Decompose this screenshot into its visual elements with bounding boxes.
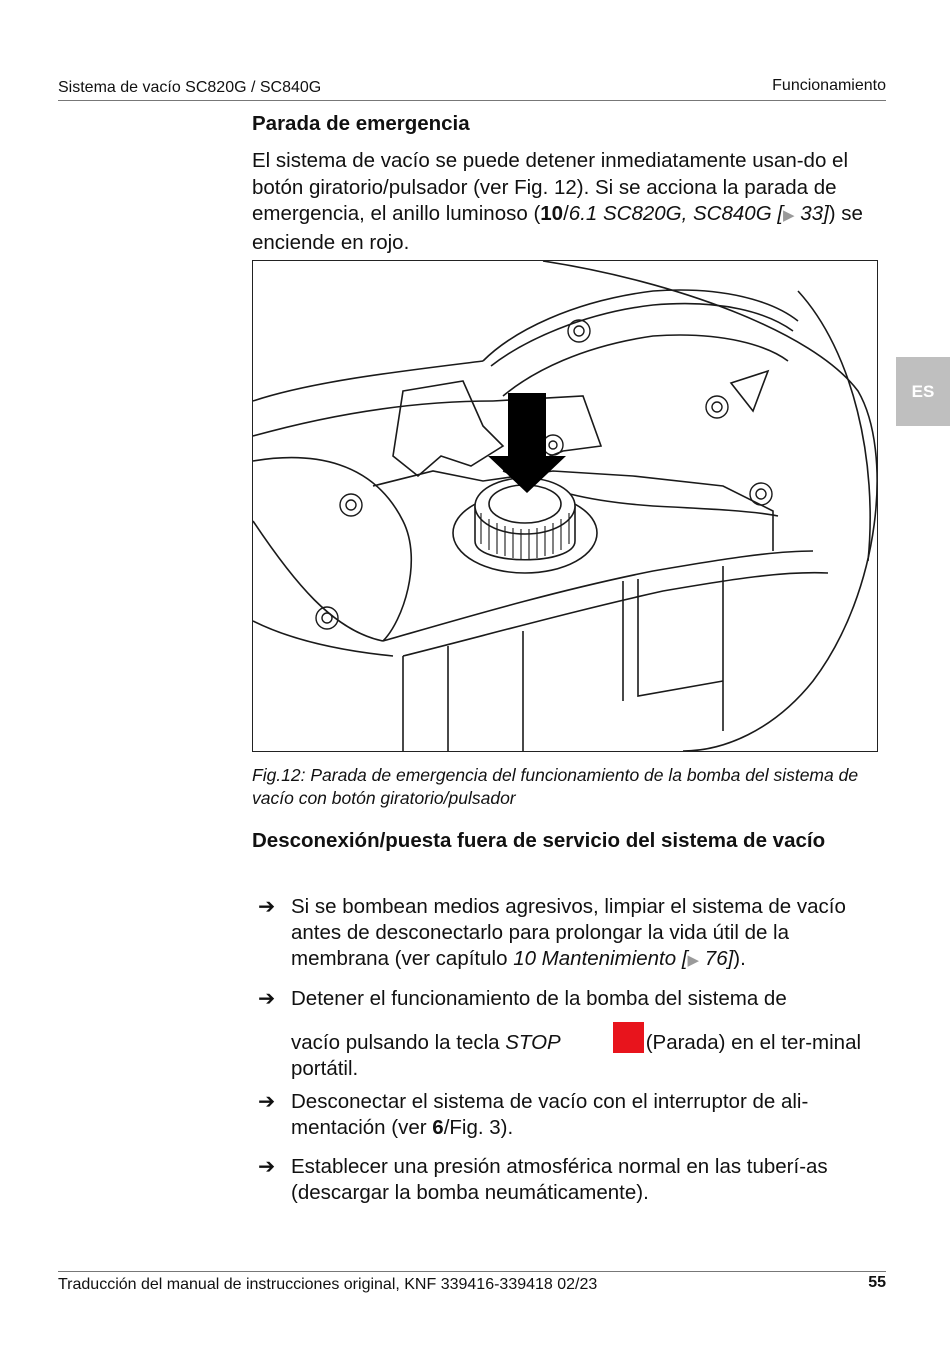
list-item: ➔ Si se bombean medios agresivos, limpiar el sistema de vacío antes de desconectarlo para prolongar la vida útil de la membrana (ver capítulo 10 Mantenimiento [▶ 76]).: [258, 895, 846, 970]
arrow-right-icon: ➔: [258, 987, 276, 1010]
pump-illustration: [253, 261, 877, 751]
arrow-right-icon: ➔: [258, 1155, 276, 1178]
stop-key-icon: [613, 1022, 644, 1053]
header-divider: [58, 100, 886, 101]
section-paragraph: El sistema de vacío se puede detener inmediatamente usan-do el botón giratorio/pulsador (ver Fig. 12). Si se acciona la parada de emergencia, el anillo luminoso (10/6.1 SC820G, SC840G [▶ 33]) se enciende en rojo.: [252, 149, 863, 254]
list-item: ➔ Desconectar el sistema de vacío con el interruptor de ali-mentación (ver 6/Fig. 3).: [258, 1090, 809, 1139]
footer-text: Traducción del manual de instrucciones original, KNF 339416-339418 02/23: [58, 1276, 598, 1293]
arrow-right-icon: ➔: [258, 1090, 276, 1113]
header-title: Sistema de vacío SC820G / SC840G: [58, 79, 322, 96]
cross-reference-link[interactable]: 10 Mantenimiento [▶ 76]: [513, 947, 734, 970]
page-ref-arrow-icon: ▶: [783, 207, 795, 224]
cross-reference-link[interactable]: 6.1 SC820G, SC840G [▶ 33]: [568, 202, 829, 225]
bold-ref: 10: [540, 202, 564, 225]
section-shutdown: [252, 828, 872, 854]
arrow-right-icon: ➔: [258, 895, 276, 918]
header-section: Funcionamiento: [772, 77, 886, 94]
footer-divider: [58, 1271, 886, 1272]
figure-emergency-knob: [252, 260, 878, 752]
section-emergency-stop: [252, 111, 872, 256]
section-heading: Parada de emergencia: [252, 112, 470, 135]
page-number: 55: [868, 1274, 886, 1291]
list-item: ➔ Establecer una presión atmosférica normal en las tuberí-as (descargar la bomba neumáticamente).: [258, 1155, 828, 1204]
section-heading: Desconexión/puesta fuera de servicio del sistema de vacío: [252, 829, 826, 852]
page-ref-arrow-icon: ▶: [687, 952, 700, 969]
figure-caption: Fig.12: Parada de emergencia del funcionamiento de la bomba del sistema de vacío con botón giratorio/pulsador: [252, 765, 859, 808]
language-tab[interactable]: ES: [896, 357, 950, 426]
list-item: ➔ Detener el funcionamiento de la bomba del sistema de vacío pulsando la tecla STOP (Parada) en el ter-minal portátil.: [258, 987, 862, 1080]
